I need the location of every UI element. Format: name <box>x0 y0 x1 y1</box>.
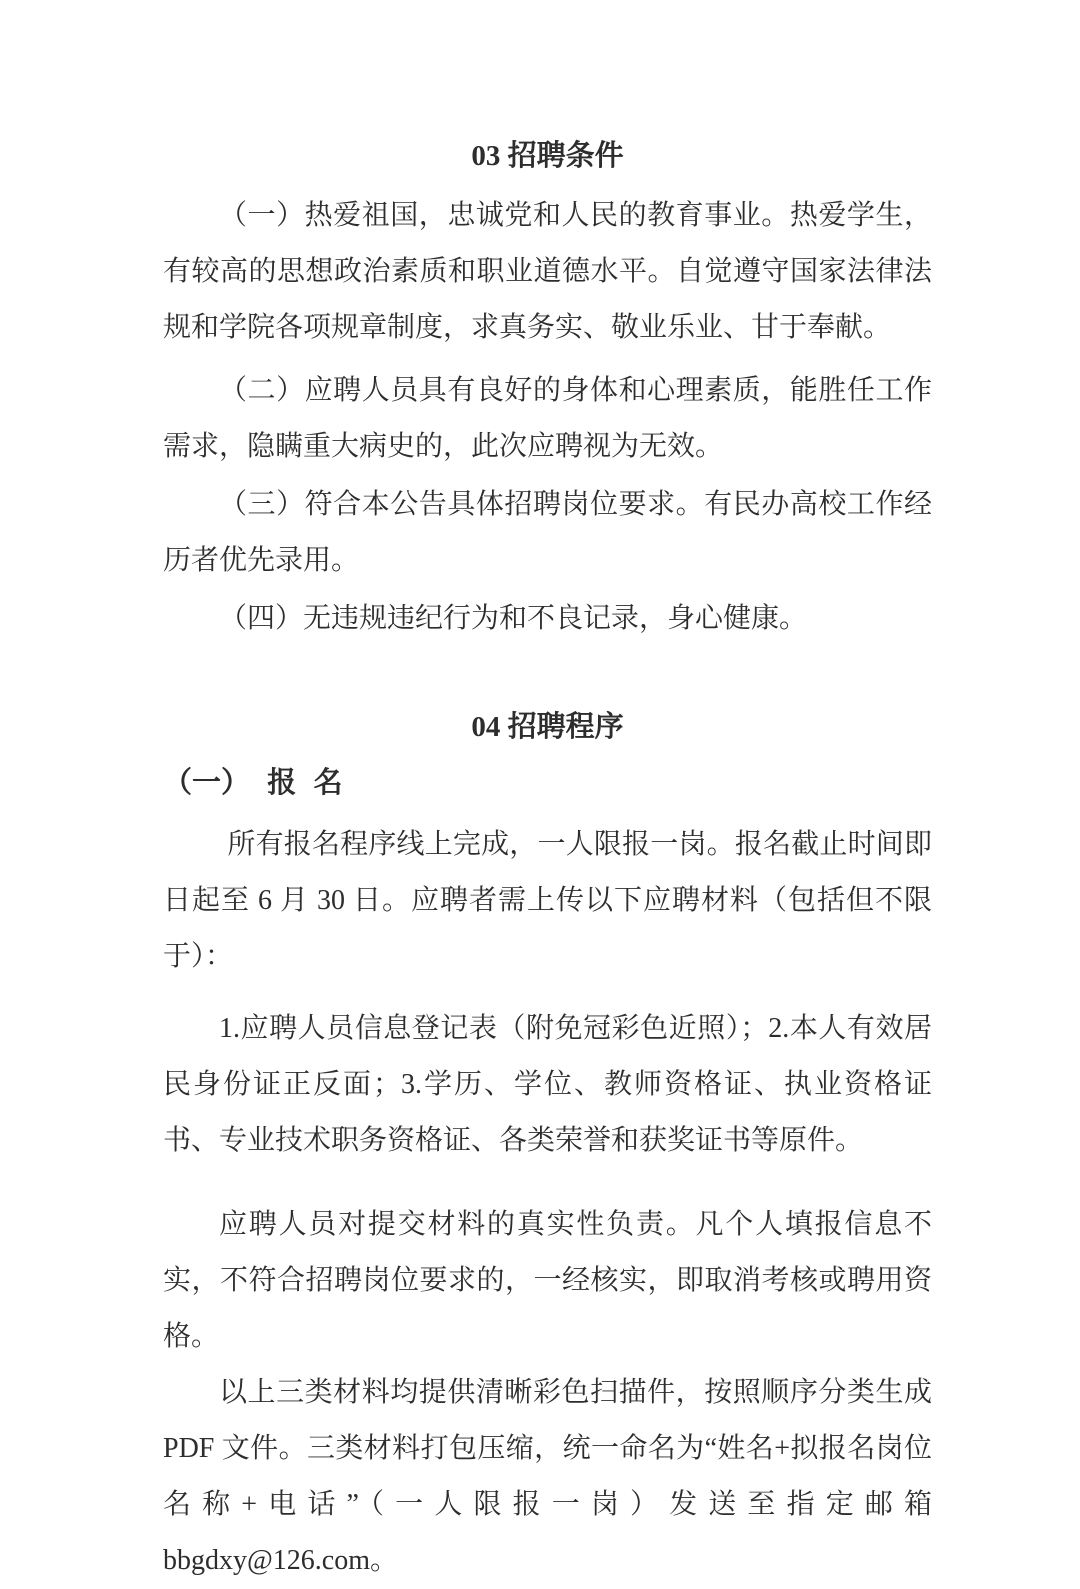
section-heading-recruitment-procedure: 04 招聘程序 <box>471 711 624 743</box>
paragraph-condition-2: （二）应聘人员具有良好的身体和心理素质，能胜任工作需求，隐瞒重大病史的，此次应聘视为无效。 <box>163 375 932 462</box>
paragraph-authenticity-notice: 应聘人员对提交材料的真实性负责。凡个人填报信息不实，不符合招聘岗位要求的，一经核实，即取消考核或聘用资格。 <box>163 1209 932 1352</box>
paragraph-condition-1: （一）热爱祖国，忠诚党和人民的教育事业。热爱学生，有较高的思想政治素质和职业道德水平。自觉遵守国家法律法规和学院各项规章制度，求真务实、敬业乐业、甘于奉献。 <box>163 200 932 343</box>
paragraph-registration-intro: 所有报名程序线上完成，一人限报一岗。报名截止时间即日起至 6 月 30 日。应聘者需上传以下应聘材料（包括但不限于）： <box>163 829 932 972</box>
paragraph-condition-3: （三）符合本公告具体招聘岗位要求。有民办高校工作经历者优先录用。 <box>163 489 932 576</box>
paragraph-required-materials: 1.应聘人员信息登记表（附免冠彩色近照）；2.本人有效居民身份证正反面；3.学历、学位、教师资格证、执业资格证书、专业技术职务资格证、各类荣誉和获奖证书等原件。 <box>163 1013 932 1156</box>
paragraph-condition-4: （四）无违规违纪行为和不良记录，身心健康。 <box>219 603 808 634</box>
paragraph-submission-instructions: 以上三类材料均提供清晰彩色扫描件，按照顺序分类生成 PDF 文件。三类材料打包压缩，统一命名为“姓名+拟报名岗位名称+电话”（一人限报一岗）发送至指定邮箱 bbgdxy@126.com。 <box>163 1377 932 1576</box>
section-heading-recruitment-conditions: 03 招聘条件 <box>471 140 624 172</box>
sub-heading-registration: （一） 报 名 <box>163 767 343 799</box>
